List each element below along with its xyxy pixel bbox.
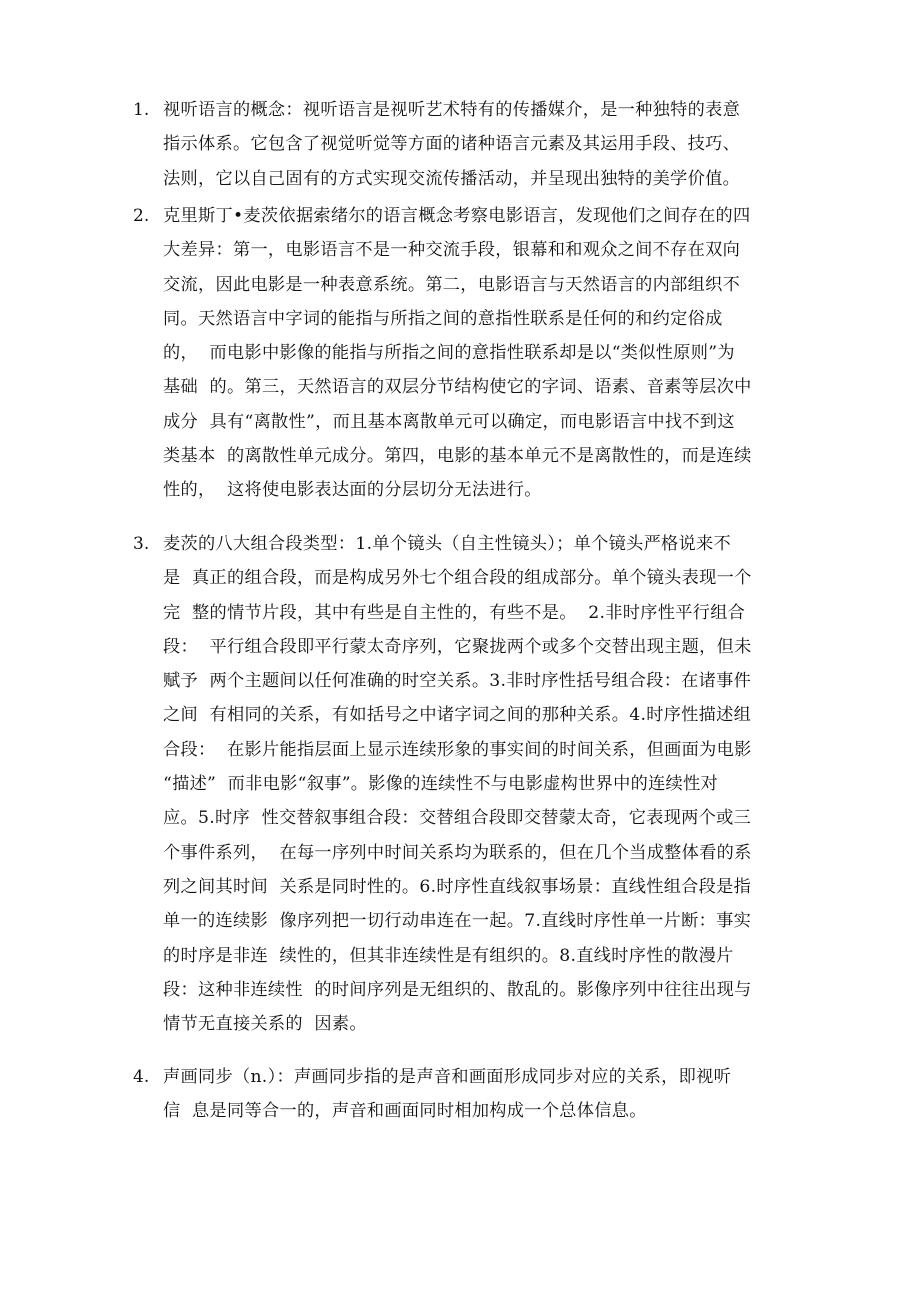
item-number: 3. [133,534,150,554]
text-line: 的， 而电影中影像的能指与所指之间的意指性联系却是以“类似性原则”为 [163,343,735,364]
text-line: 赋予 两个主题间以任何准确的时空关系。3.非时序性括号组合段：在诸事件 [163,671,752,692]
text-line: 视听语言的概念：视听语言是视听艺术特有的传播媒介，是一种独特的表意 [163,100,741,120]
text-line: 同。天然语言中字词的能指与所指之间的意指性联系是任何的和约定俗成 [163,308,723,329]
text-line: 单一的连续影 像序列把一切行动串连在一起。7.直线时序性单一片断：事实 [163,911,752,932]
text-line: 列之间其时间 关系是同时性的。6.时序性直线叙事场景：直线性组合段是指 [163,876,752,897]
text-line: 段：这种非连续性 的时间序列是无组织的、散乱的。影像序列中往往出现与 [163,979,752,1000]
item-number: 1. [133,100,150,120]
text-line: “描述” 而非电影“叙事”。影像的连续性不与电影虚构世界中的连续性对 [163,774,719,795]
text-line: 类基本 的离散性单元成分。第四，电影的基本单元不是离散性的，而是连续 [163,446,752,467]
item-text [163,1060,823,1129]
text-line: 法则，它以自己固有的方式实现交流传播活动，并呈现出独特的美学价值。 [163,168,741,189]
text-line: 段： 平行组合段即平行蒙太奇序列，它聚拢两个或多个交替出现主题，但未 [163,636,752,657]
text-line: 信 息是同等合一的，声音和画面同时相加构成一个总体信息。 [163,1101,647,1122]
item-text [163,93,823,196]
text-line: 大差异：第一，电影语言不是一种交流手段，银幕和和观众之间不存在双向 [163,240,741,261]
text-line: 应。5.时序 性交替叙事组合段：交替组合段即交替蒙太奇，它表现两个或三 [163,808,752,829]
item-text [163,527,823,1041]
item-number: 2. [133,206,150,226]
text-line: 的时序是非连 续性的，但其非连续性是有组织的。8.直线时序性的散漫片 [163,945,734,966]
text-line: 克里斯丁•麦茨依据索绪尔的语言概念考察电影语言，发现他们之间存在的四 [163,206,751,226]
text-line: 合段： 在影片能指层面上显示连续形象的事实间的时间关系，但画面为电影 [163,739,752,760]
text-line: 完 整的情节片段，其中有些是自主性的，有些不是。 2.非时序性平行组合 [163,602,746,623]
text-line: 是 真正的组合段，而是构成另外七个组合段的组成部分。单个镜头表现一个 [163,568,752,589]
text-line: 个事件系列， 在每一序列中时间关系均为联系的，但在几个当成整体看的系 [163,842,752,863]
text-line: 麦茨的八大组合段类型：1.单个镜头（自主性镜头）；单个镜头严格说来不 [163,534,732,554]
text-line: 性的， 这将使电影表达面的分层切分无法进行。 [163,480,542,501]
text-line: 情节无直接关系的 因素。 [163,1014,367,1035]
text-line: 交流，因此电影是一种表意系统。第二，电影语言与天然语言的内部组织不 [163,274,741,295]
text-line: 成分 具有“离散性”，而且基本离散单元可以确定，而电影语言中找不到这 [163,411,735,432]
text-line: 声画同步（n.）：声画同步指的是声音和画面形成同步对应的关系，即视听 [163,1067,732,1087]
item-number: 4. [133,1067,150,1087]
text-line: 之间 有相同的关系，有如括号之中诸字词之间的那种关系。4.时序性描述组 [163,705,752,726]
text-line: 基础 的。第三，天然语言的双层分节结构使它的字词、语素、音素等层次中 [163,377,752,398]
item-text [163,199,823,508]
text-line: 指示体系。它包含了视觉听觉等方面的诸种语言元素及其运用手段、技巧、 [163,134,741,155]
